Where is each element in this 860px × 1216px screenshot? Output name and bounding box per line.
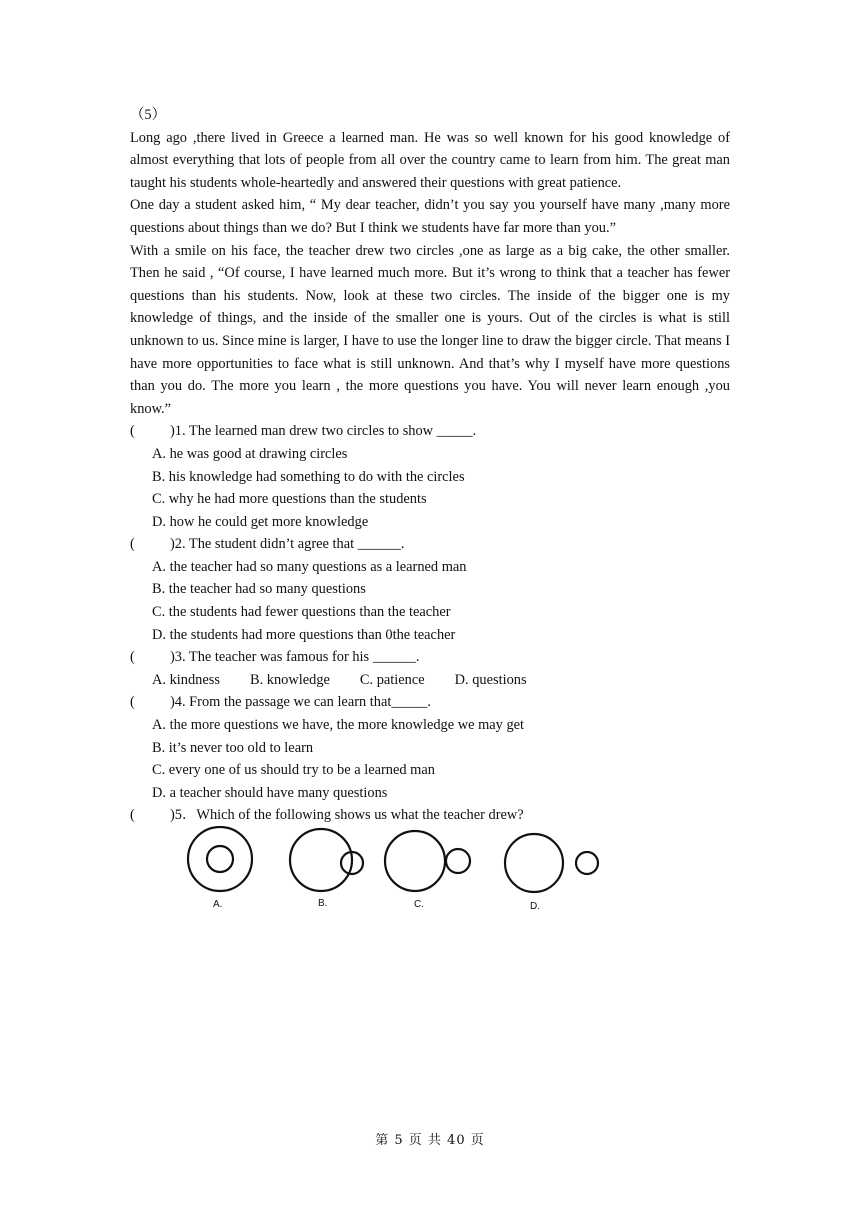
option: D. the students had more questions than 0the teacher xyxy=(152,626,456,643)
figure-label-c: C. xyxy=(414,899,424,910)
figure-option-a xyxy=(188,827,252,891)
figure-label-d: D. xyxy=(530,901,540,912)
small-circle xyxy=(207,846,233,872)
option: D. questions xyxy=(454,671,527,688)
large-circle xyxy=(188,827,252,891)
answer-blank: ( xyxy=(130,536,135,553)
question-stem: )4. From the passage we can learn that_____. xyxy=(170,694,431,711)
option: B. it’s never too old to learn xyxy=(152,739,314,756)
figure-label-a: A. xyxy=(213,899,223,910)
passage-paragraph-1: Long ago ,there lived in Greece a learned man. He was so well known for his good knowledge of almost everything that lots of people from all over the country came to learn from him. The great man taught his students whole-heartedly and answered their questions with great patience. xyxy=(130,129,730,191)
answer-blank: ( xyxy=(130,694,135,711)
option: A. the teacher had so many questions as a learned man xyxy=(152,558,467,575)
answer-blank: ( xyxy=(130,423,135,440)
circles-figure xyxy=(180,826,620,912)
option: B. the teacher had so many questions xyxy=(152,581,366,598)
question-2 xyxy=(130,533,730,556)
option: D. how he could get more knowledge xyxy=(152,513,369,530)
passage-paragraph-2: One day a student asked him, “ My dear teacher, didn’t you say you yourself have many ,many more questions about things than we do? But I think we students have far more than you.” xyxy=(130,197,730,236)
document-body xyxy=(130,104,730,827)
option: A. the more questions we have, the more knowledge we may get xyxy=(152,717,525,734)
question-stem: )5．Which of the following shows us what the teacher drew? xyxy=(170,807,524,824)
option: A. kindness xyxy=(152,671,220,688)
small-circle xyxy=(576,852,598,874)
page-footer: 第 5 页 共 40 页 xyxy=(375,1133,485,1148)
large-circle xyxy=(505,834,563,892)
small-circle xyxy=(446,849,470,873)
option: B. knowledge xyxy=(249,671,330,688)
question-stem: )3. The teacher was famous for his ______. xyxy=(170,649,420,666)
option: C. why he had more questions than the students xyxy=(152,491,427,508)
answer-blank: ( xyxy=(130,649,135,666)
figure-option-d xyxy=(505,834,598,892)
option: C. every one of us should try to be a learned man xyxy=(152,762,435,779)
option: D. a teacher should have many questions xyxy=(152,784,388,801)
question-3 xyxy=(130,646,730,669)
passage-paragraph-3: With a smile on his face, the teacher drew two circles ,one as large as a big cake, the other smaller. Then he said , “Of course, I have learned much more. But it’s wrong to think that a teacher has fewer questions than his students. Now, look at these two circles. The inside of the bigger one is my knowledge of things, and the inside of the smaller one is yours. Out of the circles is what is still unknown to us. Since mine is larger, I have to use the longer line to draw the bigger circle. That means I have more opportunities to face what is still unknown. And that’s why I myself have more questions than you do. The more you learn , the more questions you have. You will never learn enough ,you know.” xyxy=(130,242,730,417)
question-5 xyxy=(130,804,730,827)
option: B. his knowledge had something to do with the circles xyxy=(152,468,465,485)
question-stem: )2. The student didn’t agree that ______. xyxy=(170,536,405,553)
option: C. patience xyxy=(359,671,425,688)
question-1 xyxy=(130,420,730,443)
answer-blank: ( xyxy=(130,807,135,824)
figure-label-b: B. xyxy=(318,898,328,909)
large-circle xyxy=(290,829,352,891)
question-stem: )1. The learned man drew two circles to show _____. xyxy=(170,423,477,440)
option: A. he was good at drawing circles xyxy=(152,445,348,462)
large-circle xyxy=(385,831,445,891)
inline-options xyxy=(152,669,730,692)
section-number: （5） xyxy=(130,107,166,123)
question-4 xyxy=(130,691,730,714)
option: C. the students had fewer questions than the teacher xyxy=(152,604,451,621)
figure-option-b xyxy=(290,829,363,891)
figure-option-c xyxy=(385,831,470,891)
